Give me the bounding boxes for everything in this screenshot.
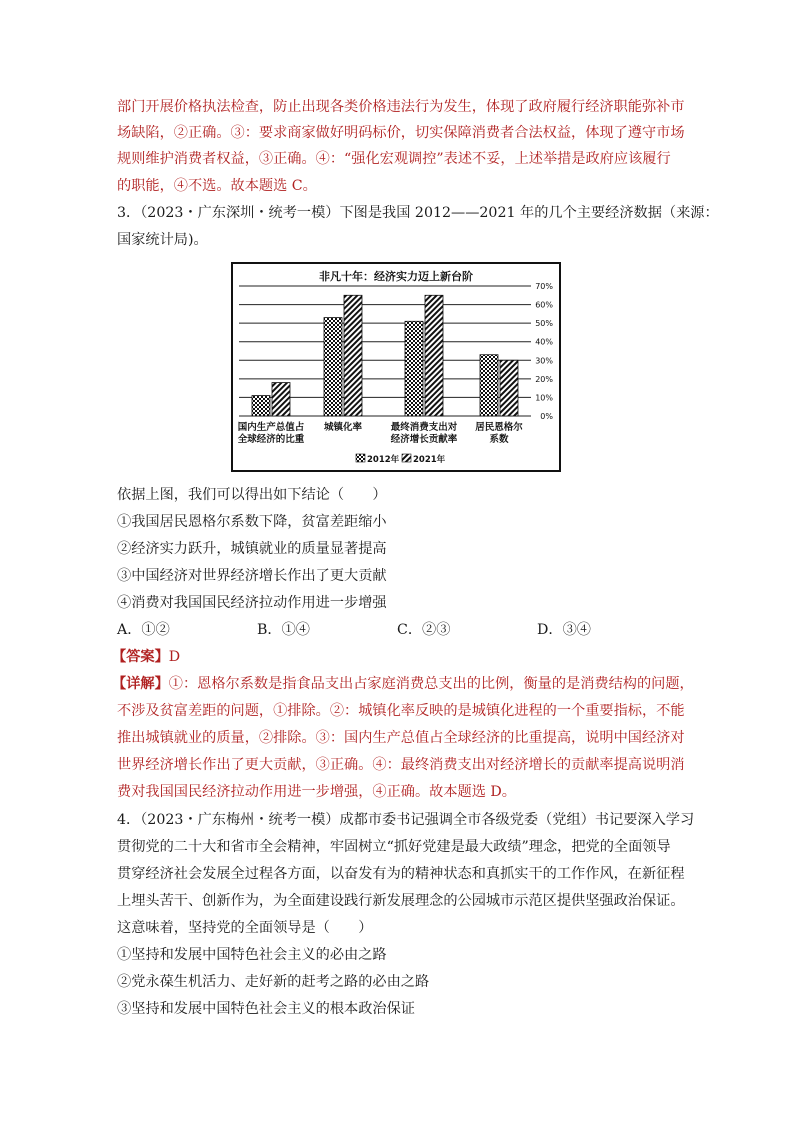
x-category-label: 最终消费支出对	[390, 422, 458, 433]
option-d: D．③④	[537, 622, 591, 638]
chart-svg	[231, 262, 561, 472]
q4-stem-line: 贯彻党的二十大和省市全会精神，牢固树立“抓好党建是最大政绩”理念，把党的全面领导	[117, 839, 671, 855]
option-c: C．②③	[397, 622, 451, 638]
q4-statement: ①坚持和发展中国特色社会主义的必由之路	[117, 947, 387, 963]
legend-swatch	[402, 454, 411, 462]
q3-statement: ④消费对我国国民经济拉动作用进一步增强	[117, 595, 387, 611]
intro-line: 的职能，④不选。故本题选 C。	[117, 178, 317, 194]
y-tick-label: 0%	[540, 412, 553, 421]
economic-chart	[231, 262, 561, 472]
answer-value: D	[168, 649, 181, 665]
analysis-line: 费对我国国民经济拉动作用进一步增强，④正确。故本题选 D。	[117, 784, 516, 800]
y-tick-label: 30%	[535, 356, 553, 366]
x-category-label: 经济增长贡献率	[390, 434, 458, 445]
analysis-line: 推出城镇就业的质量，②排除。③：国内生产总值占全球经济的比重提高，说明中国经济对	[117, 730, 685, 746]
bar-1-3	[500, 360, 518, 416]
bar-1-1	[344, 295, 362, 416]
chart-title: 非凡十年：经济实力迈上新台阶	[319, 270, 473, 283]
legend-label: 2012年	[367, 455, 400, 465]
option-b: B．①④	[257, 622, 310, 638]
x-category-label: 城镇化率	[323, 422, 363, 433]
bar-0-1	[324, 318, 342, 416]
q3-statement: ①我国居民恩格尔系数下降，贫富差距缩小	[117, 514, 387, 530]
q4-statement: ②党永葆生机活力、走好新的赶考之路的必由之路	[117, 974, 430, 990]
bar-1-0	[272, 383, 290, 416]
y-tick-label: 70%	[535, 282, 553, 291]
answer-label: 【答案】	[112, 649, 169, 665]
option-a: A．①②	[117, 622, 170, 638]
bar-0-3	[480, 355, 498, 416]
q4-stem-line: 贯穿经济社会发展全过程各方面，以奋发有为的精神状态和真抓实干的工作作风，在新征程	[117, 866, 685, 882]
bar-0-2	[405, 321, 423, 416]
intro-line: 规则维护消费者权益，③正确。④：“强化宏观调控”表述不妥，上述举措是政府应该履行	[117, 151, 671, 167]
y-tick-label: 60%	[535, 300, 553, 310]
q3-stem-line: 3．（2023・广东深圳・统考一模）下图是我国 2012——2021 年的几个主要经济数据（来源：	[117, 205, 719, 221]
x-category-label: 系数	[489, 434, 509, 445]
analysis-line: 不涉及贫富差距的问题，①排除。②：城镇化率反映的是城镇化进程的一个重要指标，不能	[117, 703, 685, 719]
y-tick-label: 20%	[535, 374, 553, 384]
analysis-line	[112, 674, 694, 694]
intro-line: 场缺陷，②正确。③：要求商家做好明码标价，切实保障消费者合法权益，体现了遵守市场	[117, 125, 685, 141]
q4-statement: ③坚持和发展中国特色社会主义的根本政治保证	[117, 1001, 415, 1017]
x-category-label: 居民恩格尔	[475, 422, 523, 433]
q4-stem-line: 上埋头苦干、创新作为，为全面建设践行新发展理念的公园城市示范区提供坚强政治保证。	[117, 893, 685, 909]
y-tick-label: 10%	[535, 393, 553, 403]
analysis-text: ①：恩格尔系数是指食品支出占家庭消费总支出的比例，衡量的是消费结构的问题，	[168, 676, 694, 692]
q3-question: 依据上图，我们可以得出如下结论（ ）	[117, 487, 387, 503]
x-category-label: 全球经济的比重	[237, 434, 305, 445]
y-tick-label: 50%	[535, 319, 553, 329]
x-category-label: 国内生产总值占	[237, 422, 305, 433]
legend-label: 2021年	[413, 455, 446, 465]
q3-stem-line: 国家统计局)。	[117, 232, 208, 248]
legend-swatch	[356, 454, 365, 462]
q3-statement: ③中国经济对世界经济增长作出了更大贡献	[117, 568, 387, 584]
intro-line: 部门开展价格执法检查，防止出现各类价格违法行为发生，体现了政府履行经济职能弥补市	[117, 99, 685, 115]
answer-line	[112, 647, 180, 667]
q4-stem-line: 4．（2023・广东梅州・统考一模）成都市委书记强调全市各级党委（党组）书记要深入学习	[117, 812, 695, 828]
analysis-label: 【详解】	[112, 676, 169, 692]
y-tick-label: 40%	[535, 337, 553, 347]
analysis-line: 世界经济增长作出了更大贡献，③正确。④：最终消费支出对经济增长的贡献率提高说明消	[117, 757, 685, 773]
q3-statement: ②经济实力跃升，城镇就业的质量显著提高	[117, 541, 387, 557]
bar-0-0	[252, 396, 270, 416]
bar-1-2	[425, 295, 443, 416]
q4-stem-line: 这意味着，坚持党的全面领导是（ ）	[117, 920, 373, 936]
